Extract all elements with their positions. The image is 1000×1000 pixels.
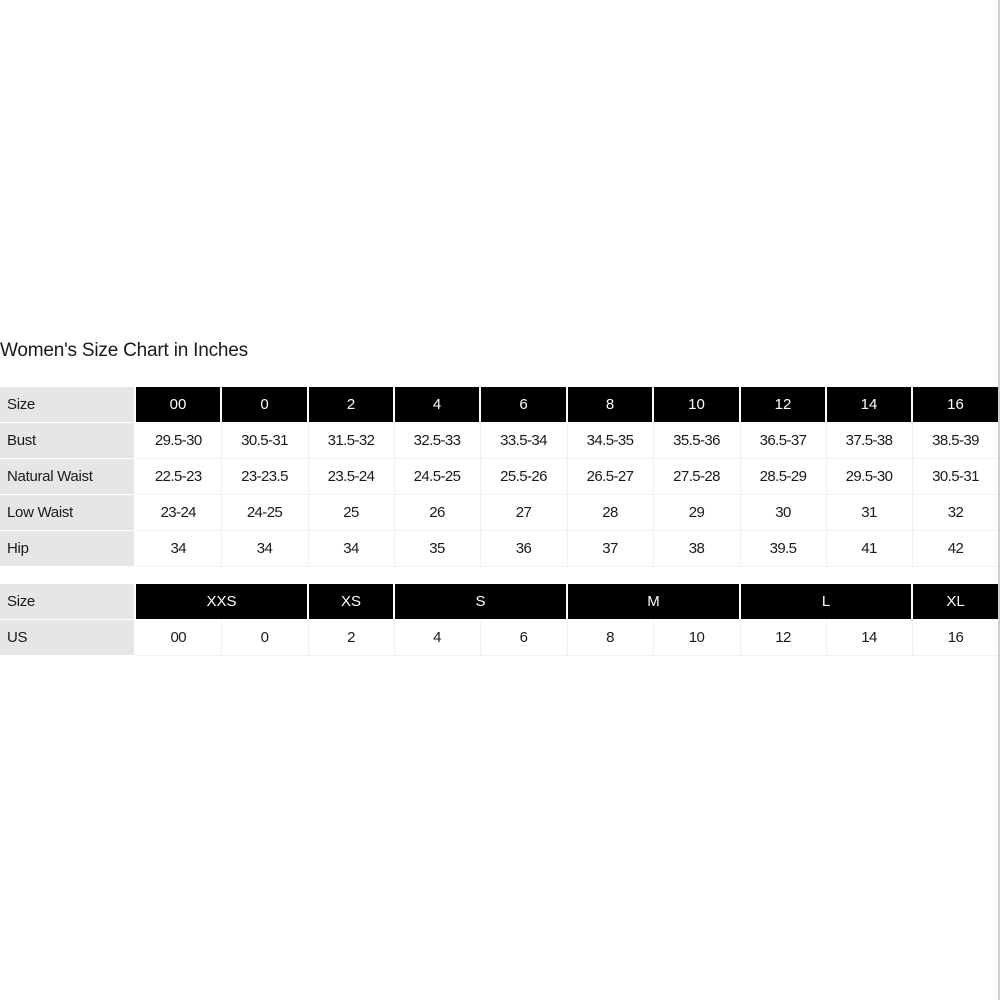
us-size-cell: 4 <box>394 620 480 656</box>
measurement-cell: 23.5-24 <box>308 459 394 495</box>
measurement-cell: 37.5-38 <box>826 423 912 459</box>
measurement-cell: 36.5-37 <box>740 423 826 459</box>
size-header-cell: 00 <box>135 387 221 423</box>
size-header-cell: 14 <box>826 387 912 423</box>
measurement-cell: 35 <box>394 531 480 567</box>
measurements-table-body <box>0 387 999 567</box>
table-row <box>0 423 999 459</box>
us-size-cell: 0 <box>221 620 308 656</box>
us-size-cell: 16 <box>912 620 999 656</box>
us-size-cell: 8 <box>567 620 653 656</box>
us-size-cell: 10 <box>653 620 740 656</box>
measurement-cell: 31 <box>826 495 912 531</box>
us-size-cell: 2 <box>308 620 394 656</box>
measurement-cell: 32 <box>912 495 999 531</box>
letter-size-cell: XXS <box>135 584 308 620</box>
us-size-cell: 14 <box>826 620 912 656</box>
table-row <box>0 495 999 531</box>
size-header-cell: 8 <box>567 387 653 423</box>
measurement-cell: 27.5-28 <box>653 459 740 495</box>
measurement-cell: 26 <box>394 495 480 531</box>
size-header-label: Size <box>0 387 135 423</box>
measurement-cell: 29 <box>653 495 740 531</box>
measurement-cell: 30.5-31 <box>912 459 999 495</box>
table-row <box>0 459 999 495</box>
measurement-cell: 28.5-29 <box>740 459 826 495</box>
row-label: Hip <box>0 531 135 567</box>
measurement-cell: 23-23.5 <box>221 459 308 495</box>
size-conversion-table-body <box>0 584 999 656</box>
row-label: Natural Waist <box>0 459 135 495</box>
size-conversion-table <box>0 584 1000 656</box>
measurement-cell: 24-25 <box>221 495 308 531</box>
size-header-cell: 16 <box>912 387 999 423</box>
measurement-cell: 30 <box>740 495 826 531</box>
measurement-cell: 37 <box>567 531 653 567</box>
measurement-cell: 35.5-36 <box>653 423 740 459</box>
us-size-cell: 6 <box>480 620 567 656</box>
measurement-cell: 32.5-33 <box>394 423 480 459</box>
size-header-cell: 10 <box>653 387 740 423</box>
measurement-cell: 25 <box>308 495 394 531</box>
measurement-cell: 25.5-26 <box>480 459 567 495</box>
row-label: Bust <box>0 423 135 459</box>
measurement-cell: 26.5-27 <box>567 459 653 495</box>
measurement-cell: 39.5 <box>740 531 826 567</box>
size-header-cell: 6 <box>480 387 567 423</box>
letter-size-cell: L <box>740 584 912 620</box>
us-size-cell: 00 <box>135 620 221 656</box>
size-header-cell: 4 <box>394 387 480 423</box>
letter-size-cell: S <box>394 584 567 620</box>
letter-size-cell: XS <box>308 584 394 620</box>
measurement-cell: 22.5-23 <box>135 459 221 495</box>
letter-size-header-row <box>0 584 999 620</box>
size-header-cell: 0 <box>221 387 308 423</box>
size-header-row <box>0 387 999 423</box>
us-row-label: US <box>0 620 135 656</box>
measurement-cell: 29.5-30 <box>826 459 912 495</box>
measurement-cell: 38 <box>653 531 740 567</box>
measurement-cell: 31.5-32 <box>308 423 394 459</box>
measurements-table <box>0 387 1000 567</box>
measurement-cell: 28 <box>567 495 653 531</box>
size-header-cell: 2 <box>308 387 394 423</box>
us-size-cell: 12 <box>740 620 826 656</box>
measurement-cell: 24.5-25 <box>394 459 480 495</box>
measurement-cell: 34 <box>308 531 394 567</box>
size-header-cell: 12 <box>740 387 826 423</box>
measurement-cell: 27 <box>480 495 567 531</box>
measurement-cell: 41 <box>826 531 912 567</box>
measurement-cell: 30.5-31 <box>221 423 308 459</box>
measurement-cell: 23-24 <box>135 495 221 531</box>
page-title: Women's Size Chart in Inches <box>0 340 248 361</box>
table-row <box>0 531 999 567</box>
us-size-row <box>0 620 999 656</box>
size-header-label: Size <box>0 584 135 620</box>
measurement-cell: 34.5-35 <box>567 423 653 459</box>
measurement-cell: 36 <box>480 531 567 567</box>
measurement-cell: 34 <box>221 531 308 567</box>
measurement-cell: 29.5-30 <box>135 423 221 459</box>
row-label: Low Waist <box>0 495 135 531</box>
measurement-cell: 34 <box>135 531 221 567</box>
letter-size-cell: M <box>567 584 740 620</box>
letter-size-cell: XL <box>912 584 999 620</box>
measurement-cell: 42 <box>912 531 999 567</box>
measurement-cell: 33.5-34 <box>480 423 567 459</box>
measurement-cell: 38.5-39 <box>912 423 999 459</box>
